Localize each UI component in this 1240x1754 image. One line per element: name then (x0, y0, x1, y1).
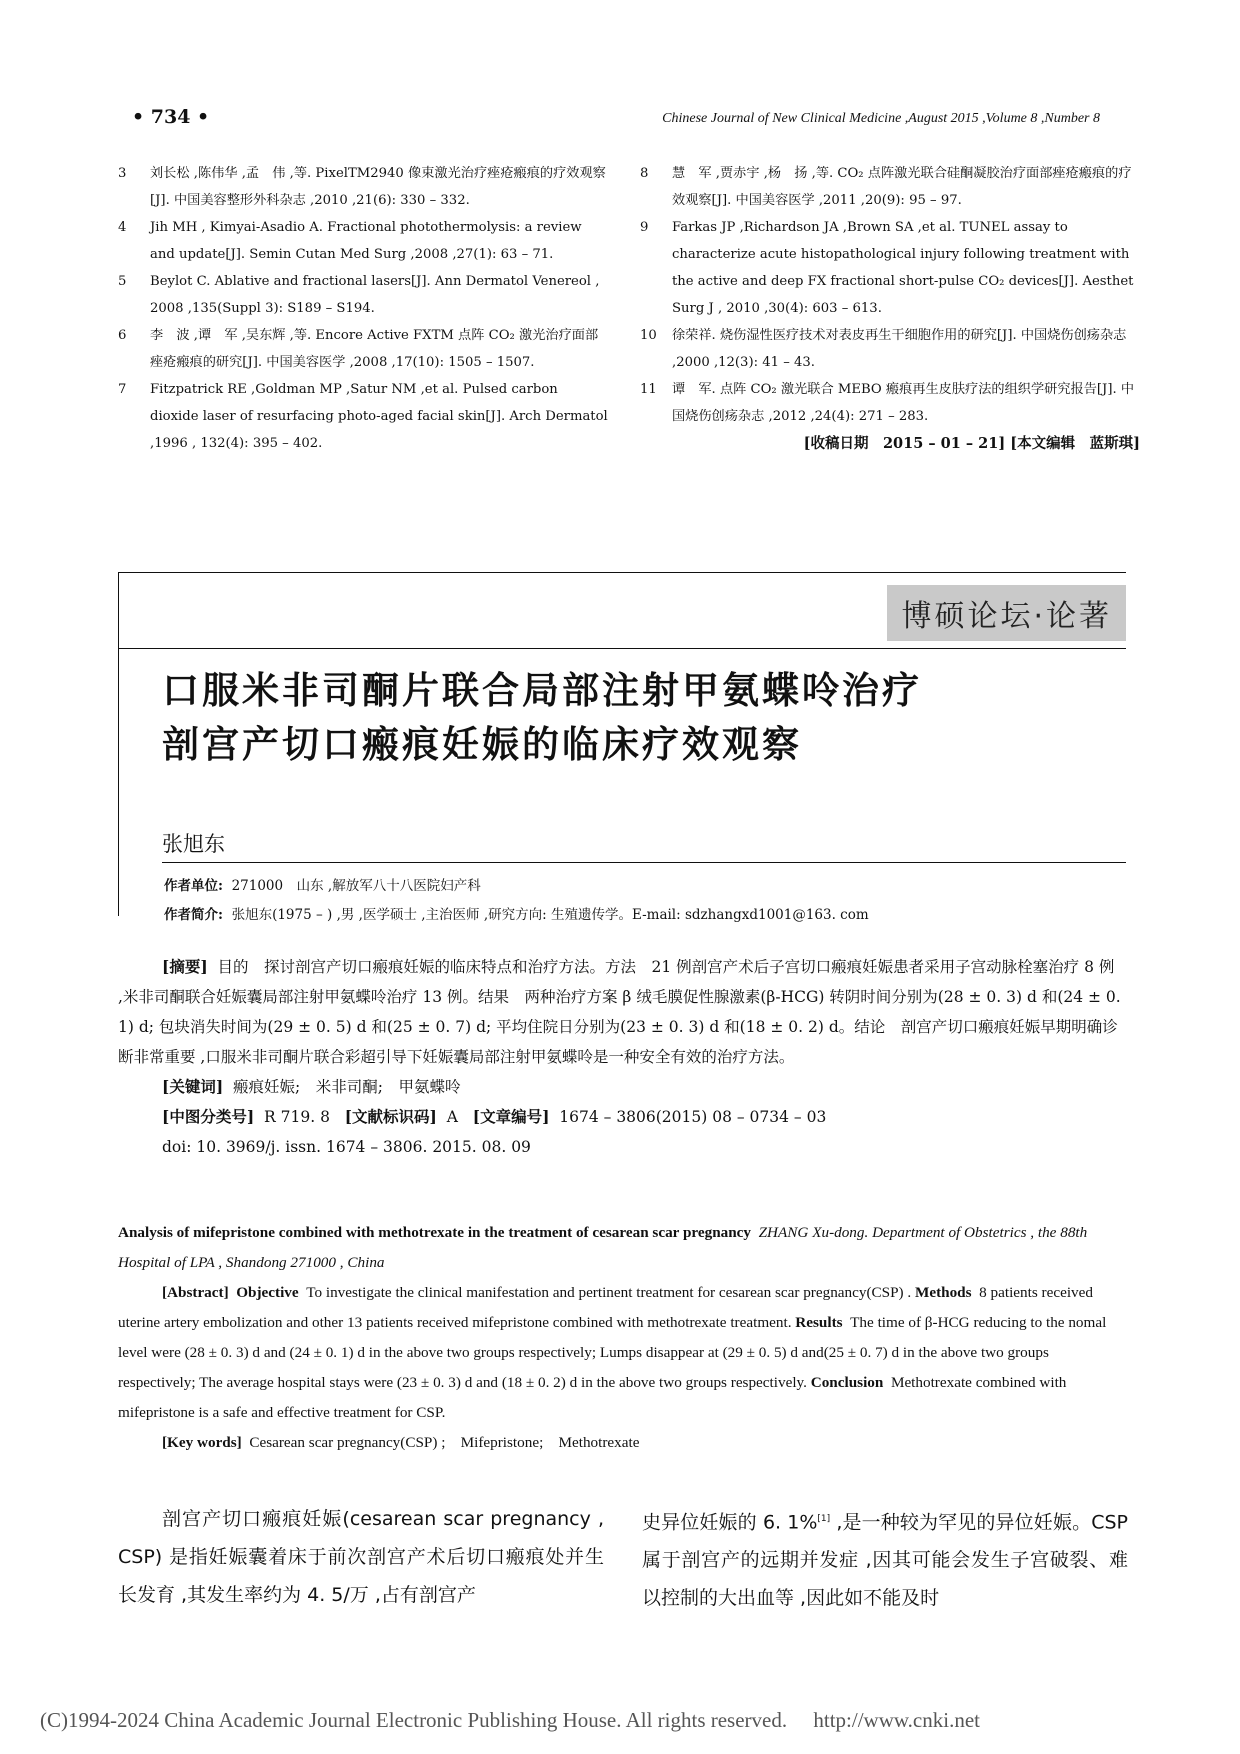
conclusion-label: Conclusion (810, 1374, 884, 1391)
reference-text: Jih MH , Kimyai-Asadio A. Fractional photothermolysis: a review and update[J]. Semin Cutan Med Surg ,2008 ,27(1): 63 – 71. (150, 220, 582, 262)
received-date-line: [收稿日期 2015 – 01 – 21] [本文编辑 蓝斯琪] (803, 435, 1140, 452)
english-title-line (118, 1218, 1124, 1278)
clc-value: R 719. 8 (264, 1108, 330, 1126)
body-paragraph (642, 1500, 1128, 1617)
reference-text: Beylot C. Ablative and fractional lasers[J]. Ann Dermatol Venereol , 2008 ,135(Suppl 3): S189 – S194. (150, 274, 600, 316)
reference-number: 4 (118, 220, 127, 235)
reference-number: 6 (118, 328, 127, 343)
methods-label: Methods (915, 1284, 972, 1301)
clc-label: [中图分类号] (162, 1107, 255, 1126)
keywords-label: [关键词] (162, 1077, 224, 1096)
page-number: • 734 • (132, 106, 210, 128)
reference-number: 10 (640, 328, 657, 343)
body-column-right (642, 1500, 1128, 1617)
title-line: 口服米非司酮片联合局部注射甲氨蝶呤治疗 (162, 669, 922, 712)
reference-item (640, 214, 1140, 322)
article-number-value: 1674 – 3806(2015) 08 – 0734 – 03 (559, 1108, 827, 1126)
objective-text: To investigate the clinical manifestation and pertinent treatment for cesarean scar pregnancy(CSP) . (306, 1284, 912, 1301)
english-abstract-paragraph (118, 1278, 1124, 1428)
body-column-left (118, 1500, 604, 1614)
english-abstract-label: [Abstract] (162, 1284, 229, 1301)
doc-label: [文献标识码] (344, 1107, 437, 1126)
body-text: 史异位妊娠的 6. 1% (642, 1511, 818, 1534)
abstract-text: 目的 探讨剖宫产切口瘢痕妊娠的临床特点和治疗方法。方法 21 例剖宫产术后子宫切口瘢痕妊娠患者采用子宫动脉栓塞治疗 8 例 ,米非司酮联合妊娠囊局部注射甲氨蝶呤治疗 13 例。结果 两种治疗方案 β 绒毛膜促性腺激素(β-HCG) 转阴时间分别为(28 ± 0. 3) d 和(24 ± 0. 1) d; 包块消失时间为(29 ± 0. 5) d 和(25 ± 0. 7) d; 平均住院日分别为(23 ± 0. 3) d 和(18 ± 0. 2) d。结论 剖宫产切口瘢痕妊娠早期明确诊断非常重要 ,口服米非司酮片联合彩超引导下妊娠囊局部注射甲氨蝶呤是一种安全有效的治疗方法。 (118, 958, 1121, 1066)
reference-item (640, 322, 1140, 376)
column-label: 博硕论坛·论著 (887, 585, 1126, 641)
doc-value: A (446, 1108, 458, 1126)
conclusion-text: Methotrexate combined with mifepristone is a safe and effective treatment for CSP. (118, 1374, 1067, 1421)
article-title (162, 664, 922, 772)
abstract-chinese (118, 952, 1124, 1162)
keywords-text: 瘢痕妊娠; 米非司酮; 甲氨蝶呤 (233, 1078, 461, 1096)
reference-item (118, 322, 608, 376)
bio-label: 作者简介: (164, 907, 223, 923)
reference-item (640, 376, 1140, 430)
body-paragraph: 剖宫产切口瘢痕妊娠(cesarean scar pregnancy , CSP) 是指妊娠囊着床于前次剖宫产术后切口瘢痕处并生长发育 ,其发生率约为 4. 5/万 ,占有剖宫产 (118, 1508, 604, 1606)
references-right (640, 160, 1140, 458)
reference-number: 5 (118, 274, 127, 289)
reference-text: Farkas JP ,Richardson JA ,Brown SA ,et al. TUNEL assay to characterize acute histopathological injury following treatment with the active and deep FX fractional short-pulse CO₂ devices[J]. Aesthet Surg J , 2010 ,30(4): 603 – 613. (672, 220, 1134, 316)
citation-marker: [1] (817, 1514, 831, 1524)
abstract-paragraph (118, 952, 1124, 1072)
objective-label: Objective (236, 1284, 299, 1301)
reference-text: 慧 军 ,贾赤宇 ,杨 扬 ,等. CO₂ 点阵激光联合硅酮凝胶治疗面部痤疮瘢痕的疗效观察[J]. 中国美容医学 ,2011 ,20(9): 95 – 97. (672, 166, 1132, 208)
bio-line (164, 901, 869, 930)
author-rule (162, 862, 1126, 863)
bio-text: 张旭东(1975 – ) ,男 ,医学硕士 ,主治医师 ,研究方向: 生殖遗传学。E-mail: sdzhangxd1001@163. com (231, 907, 869, 923)
reference-text: 徐荣祥. 烧伤湿性医疗技术对表皮再生干细胞作用的研究[J]. 中国烧伤创疡杂志 ,2000 ,12(3): 41 – 43. (672, 328, 1127, 370)
title-line: 剖宫产切口瘢痕妊娠的临床疗效观察 (162, 723, 802, 766)
article-number-label: [文章编号] (472, 1107, 550, 1126)
results-text: The time of β-HCG reducing to the nomal level were (28 ± 0. 3) d and (24 ± 0. 1) d in the above two groups respectively; Lumps disappear at (29 ± 0. 5) d and(25 ± 0. 7) d in the above two groups respectively; The average hospital stays were (23 ± 0. 3) d and (18 ± 0. 2) d in the above two groups respectively. (118, 1314, 1107, 1391)
reference-item (118, 376, 608, 457)
reference-item (640, 160, 1140, 214)
english-keywords-label: [Key words] (162, 1434, 242, 1451)
author-name: 张旭东 (162, 832, 225, 856)
english-keywords-line (118, 1428, 1124, 1458)
reference-number: 3 (118, 166, 127, 181)
copyright-footer: (C)1994-2024 China Academic Journal Electronic Publishing House. All rights reserved. http://www.cnki.net (40, 1708, 980, 1732)
unit-text: 271000 山东 ,解放军八十八医院妇产科 (231, 878, 481, 894)
unit-label: 作者单位: (164, 878, 223, 894)
left-margin-rule (118, 572, 119, 916)
classification-line (118, 1102, 1124, 1132)
reference-number: 9 (640, 220, 649, 235)
abstract-label: [摘要] (162, 957, 208, 976)
reference-text: 谭 军. 点阵 CO₂ 激光联合 MEBO 瘢痕再生皮肤疗法的组织学研究报告[J]. 中国烧伤创疡杂志 ,2012 ,24(4): 271 – 283. (672, 382, 1135, 424)
reference-text: 刘长松 ,陈伟华 ,孟 伟 ,等. PixelTM2940 像束激光治疗痤疮瘢痕的疗效观察[J]. 中国美容整形外科杂志 ,2010 ,21(6): 330 – 332. (150, 166, 606, 208)
english-keywords-text: Cesarean scar pregnancy(CSP) ; Mifepristone; Methotrexate (249, 1434, 640, 1451)
english-author: ZHANG Xu-dong. Department of Obstetrics , the 88th Hospital of LPA , Shandong 271000 , China (118, 1224, 1088, 1271)
affiliation-line (164, 872, 869, 901)
reference-text: 李 波 ,谭 军 ,吴东辉 ,等. Encore Active FXTM 点阵 CO₂ 激光治疗面部痤疮瘢痕的研究[J]. 中国美容医学 ,2008 ,17(10): 1505 – 1507. (150, 328, 599, 370)
reference-item (118, 268, 608, 322)
reference-number: 11 (640, 382, 657, 397)
reference-number: 8 (640, 166, 649, 181)
author-info (164, 872, 869, 930)
keywords-line (118, 1072, 1124, 1102)
body-text: ,是一种较为罕见的异位妊娠。CSP 属于剖宫产的远期并发症 ,因其可能会发生子宫破裂、难以控制的大出血等 ,因此如不能及时 (642, 1511, 1128, 1610)
results-label: Results (795, 1314, 843, 1331)
reference-item (118, 214, 608, 268)
methods-text: 8 patients received uterine artery embolization and other 13 patients received mifepristone combined with methotrexate treatment. (118, 1284, 1093, 1331)
abstract-english (118, 1218, 1124, 1458)
reference-number: 7 (118, 382, 127, 397)
column-rule (118, 648, 1126, 649)
journal-header: Chinese Journal of New Clinical Medicine ,August 2015 ,Volume 8 ,Number 8 (662, 111, 1100, 126)
reference-text: Fitzpatrick RE ,Goldman MP ,Satur NM ,et al. Pulsed carbon dioxide laser of resurfacing photo-aged facial skin[J]. Arch Dermatol ,1996 , 132(4): 395 – 402. (150, 382, 608, 451)
references-left (118, 160, 608, 457)
reference-item (118, 160, 608, 214)
doi-line: doi: 10. 3969/j. issn. 1674 – 3806. 2015. 08. 09 (162, 1138, 531, 1156)
english-title: Analysis of mifepristone combined with methotrexate in the treatment of cesarean scar pregnancy (118, 1224, 752, 1241)
